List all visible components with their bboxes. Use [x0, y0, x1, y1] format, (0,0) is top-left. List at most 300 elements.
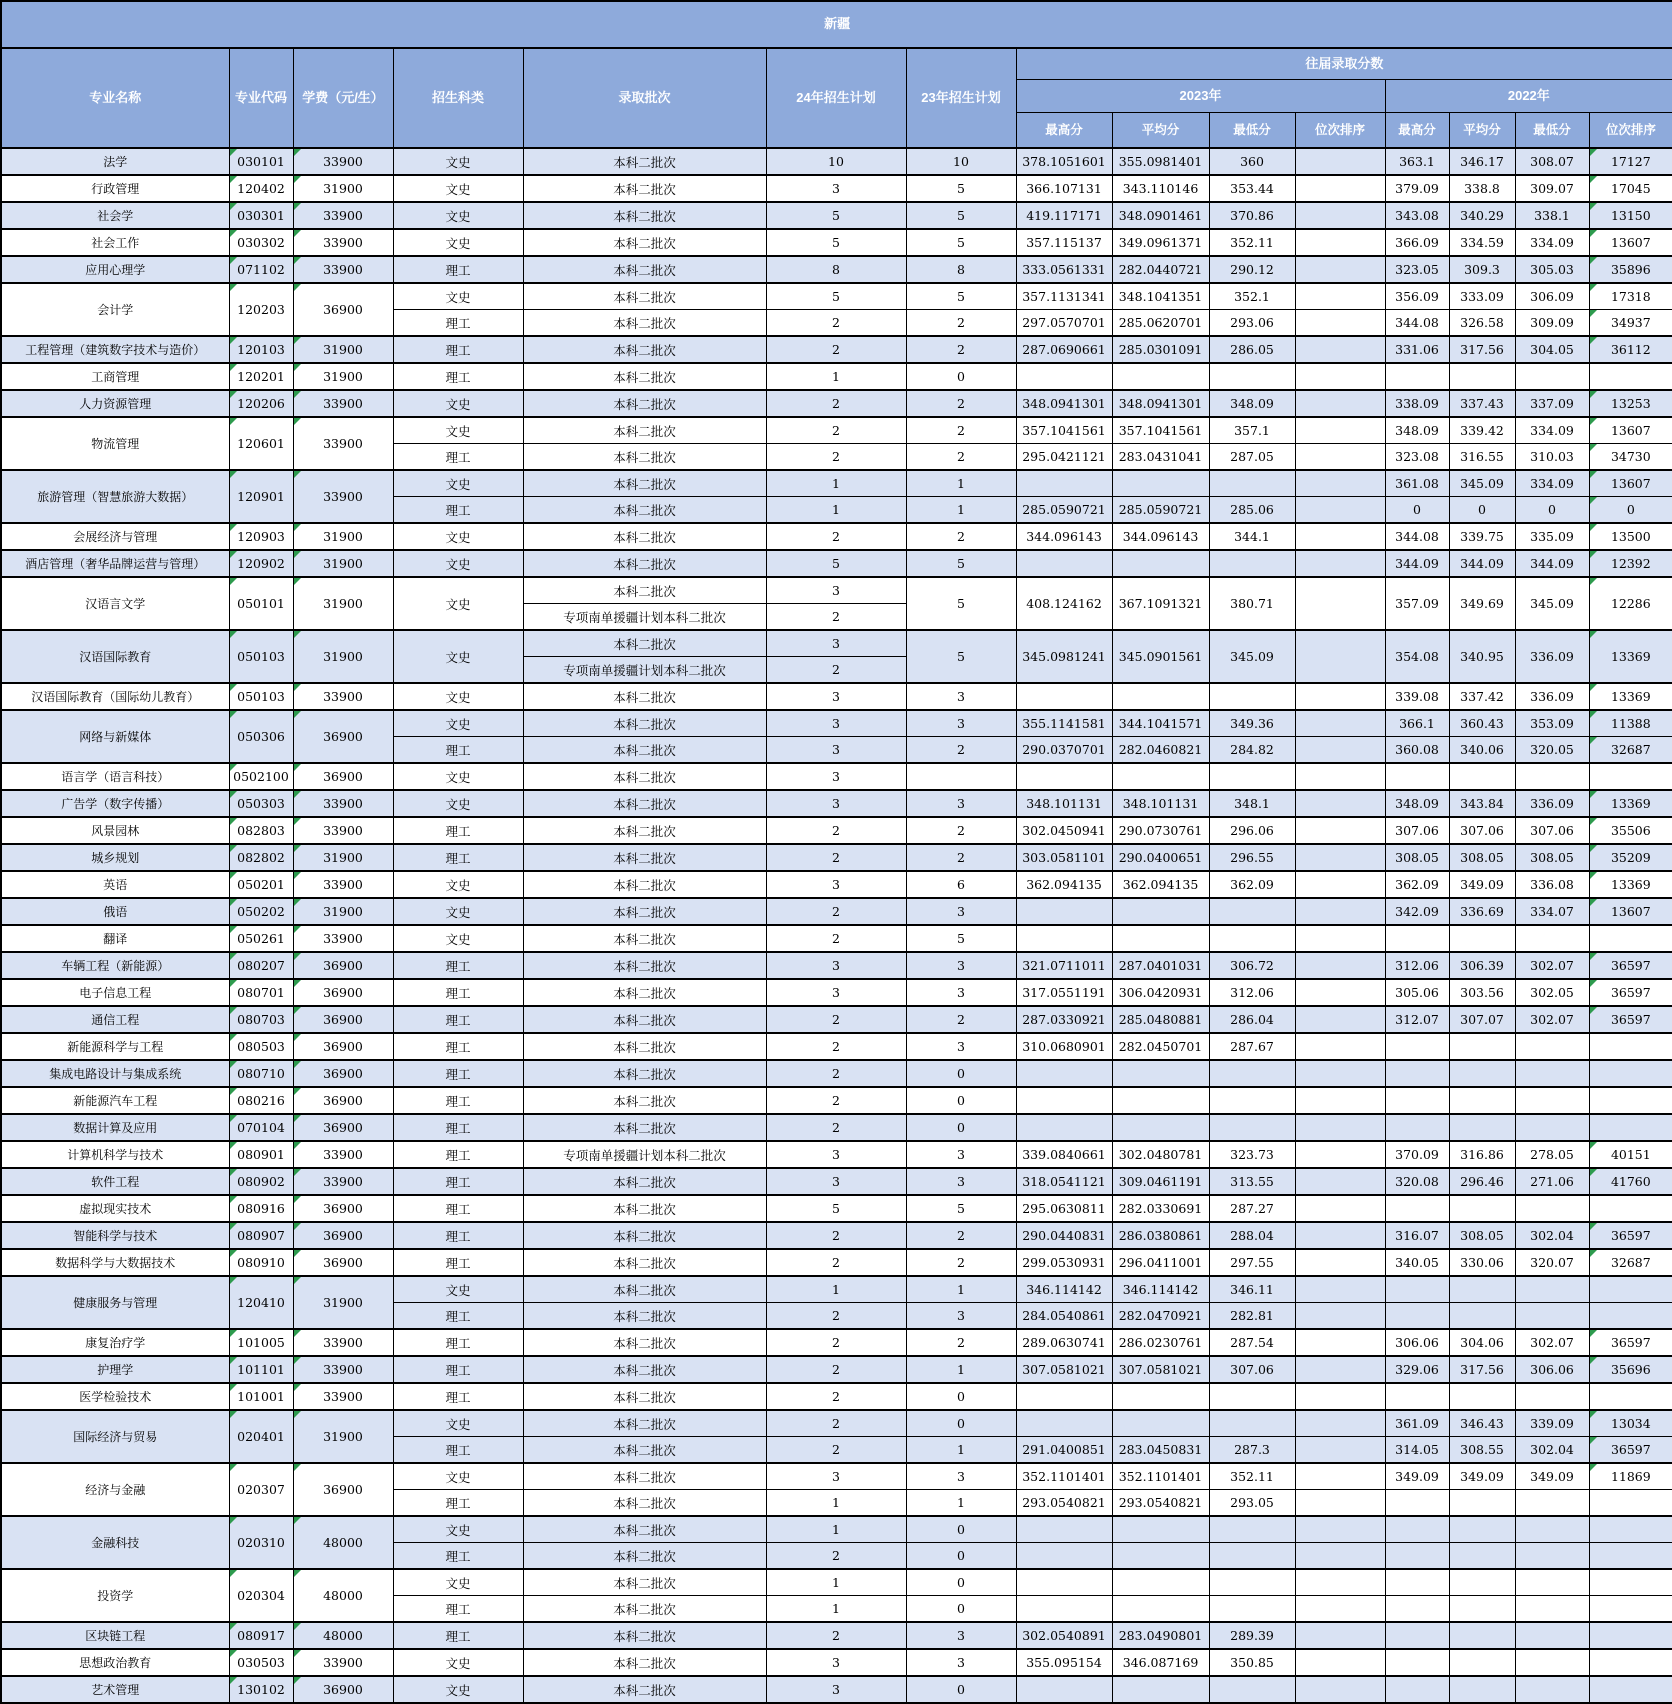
- cell-2022-min: [1515, 1195, 1589, 1222]
- table-row: [1, 790, 1672, 817]
- cell-2022-max: [1385, 1303, 1449, 1330]
- table-row: [1, 1329, 1672, 1356]
- cell-category: 理工: [393, 497, 523, 524]
- cell-2022-min: 306.09: [1515, 283, 1589, 310]
- cell-2023-min: [1209, 470, 1295, 497]
- cell-plan-24: 2: [766, 1060, 906, 1087]
- cell-plan-23: 0: [906, 1410, 1016, 1437]
- cell-category: 文史: [393, 1410, 523, 1437]
- cell-plan-23: 2: [906, 1329, 1016, 1356]
- cell-tuition: 31900: [293, 577, 393, 630]
- cell-2023-min: [1209, 1060, 1295, 1087]
- cell-category: 文史: [393, 710, 523, 737]
- cell-2023-min: 346.11: [1209, 1276, 1295, 1303]
- cell-2022-rank: [1589, 1033, 1672, 1060]
- cell-tuition: 31900: [293, 175, 393, 202]
- cell-2023-rank: [1295, 1516, 1385, 1543]
- cell-plan-24: 2: [766, 390, 906, 417]
- cell-2022-avg: 343.84: [1449, 790, 1515, 817]
- cell-2022-max: 354.08: [1385, 630, 1449, 683]
- cell-batch: 本科二批次: [523, 844, 766, 871]
- cell-2022-max: 357.09: [1385, 577, 1449, 630]
- cell-2022-max: [1385, 1490, 1449, 1517]
- cell-2023-rank: [1295, 1383, 1385, 1410]
- cell-2022-min: 334.09: [1515, 417, 1589, 444]
- cell-batch: 本科二批次: [523, 1168, 766, 1195]
- cell-major-code: 070104: [229, 1114, 293, 1141]
- table-row: [1, 1649, 1672, 1676]
- cell-2023-max: 355.1141581: [1016, 710, 1112, 737]
- cell-2023-max: [1016, 550, 1112, 577]
- table-row: [1, 1006, 1672, 1033]
- cell-2022-avg: 317.56: [1449, 336, 1515, 363]
- table-row: [1, 417, 1672, 444]
- cell-batch: 本科二批次: [523, 1329, 766, 1356]
- table-row: [1, 1033, 1672, 1060]
- cell-major-code: 120902: [229, 550, 293, 577]
- cell-2022-avg: [1449, 1195, 1515, 1222]
- cell-tuition: 33900: [293, 1356, 393, 1383]
- col-header-2022: 2022年: [1385, 80, 1672, 113]
- cell-2023-rank: [1295, 979, 1385, 1006]
- cell-major-code: 080907: [229, 1222, 293, 1249]
- cell-plan-23: 3: [906, 1463, 1016, 1490]
- cell-2022-rank: [1589, 1649, 1672, 1676]
- cell-category: 文史: [393, 1569, 523, 1596]
- cell-2023-rank: [1295, 1303, 1385, 1330]
- cell-plan-24: 3: [766, 1463, 906, 1490]
- cell-batch: 本科二批次: [523, 1033, 766, 1060]
- cell-2022-max: 366.09: [1385, 229, 1449, 256]
- cell-major-name: 工程管理（建筑数字技术与造价）: [1, 336, 229, 363]
- cell-2022-rank: 11869: [1589, 1463, 1672, 1490]
- cell-2023-avg: 352.1101401: [1112, 1463, 1209, 1490]
- cell-major-name: 康复治疗学: [1, 1329, 229, 1356]
- cell-2023-min: 312.06: [1209, 979, 1295, 1006]
- cell-2022-max: 363.1: [1385, 148, 1449, 175]
- cell-plan-23: 3: [906, 898, 1016, 925]
- cell-plan-24: 3: [766, 577, 906, 604]
- cell-tuition: 33900: [293, 470, 393, 523]
- cell-category: 理工: [393, 1033, 523, 1060]
- cell-major-name: 经济与金融: [1, 1463, 229, 1516]
- cell-2023-max: 318.0541121: [1016, 1168, 1112, 1195]
- cell-category: 文史: [393, 390, 523, 417]
- cell-major-name: 计算机科学与技术: [1, 1141, 229, 1168]
- cell-2023-min: 313.55: [1209, 1168, 1295, 1195]
- cell-2022-rank: 35506: [1589, 817, 1672, 844]
- cell-plan-23: 2: [906, 336, 1016, 363]
- cell-plan-24: 2: [766, 1114, 906, 1141]
- cell-major-code: 050101: [229, 577, 293, 630]
- cell-major-name: 俄语: [1, 898, 229, 925]
- cell-2022-avg: 304.06: [1449, 1329, 1515, 1356]
- cell-plan-24: 5: [766, 283, 906, 310]
- cell-2022-min: 0: [1515, 497, 1589, 524]
- cell-category: 理工: [393, 1543, 523, 1570]
- cell-major-code: 082802: [229, 844, 293, 871]
- cell-2022-min: 334.09: [1515, 229, 1589, 256]
- cell-2022-min: [1515, 363, 1589, 390]
- cell-major-name: 投资学: [1, 1569, 229, 1622]
- cell-2022-avg: [1449, 1114, 1515, 1141]
- cell-category: 理工: [393, 1383, 523, 1410]
- cell-2023-min: 352.1: [1209, 283, 1295, 310]
- cell-major-code: 020307: [229, 1463, 293, 1516]
- cell-2023-rank: [1295, 336, 1385, 363]
- cell-plan-23: [906, 763, 1016, 790]
- cell-2022-max: 366.1: [1385, 710, 1449, 737]
- cell-2023-avg: 362.094135: [1112, 871, 1209, 898]
- cell-2023-max: 289.0630741: [1016, 1329, 1112, 1356]
- cell-major-code: 120201: [229, 363, 293, 390]
- cell-plan-24: 2: [766, 417, 906, 444]
- cell-plan-23: 1: [906, 470, 1016, 497]
- cell-2023-rank: [1295, 417, 1385, 444]
- cell-2022-rank: [1589, 1516, 1672, 1543]
- cell-2023-min: 282.81: [1209, 1303, 1295, 1330]
- cell-2023-avg: [1112, 1596, 1209, 1623]
- cell-2022-min: [1515, 1490, 1589, 1517]
- cell-2023-min: 357.1: [1209, 417, 1295, 444]
- cell-2023-rank: [1295, 1543, 1385, 1570]
- cell-plan-24: 3: [766, 1141, 906, 1168]
- cell-2023-min: [1209, 925, 1295, 952]
- cell-2022-rank: 35896: [1589, 256, 1672, 283]
- cell-2022-rank: 40151: [1589, 1141, 1672, 1168]
- cell-2022-max: 360.08: [1385, 737, 1449, 764]
- cell-2023-min: 286.05: [1209, 336, 1295, 363]
- cell-major-name: 人力资源管理: [1, 390, 229, 417]
- cell-2022-min: 336.09: [1515, 630, 1589, 683]
- cell-tuition: 31900: [293, 550, 393, 577]
- cell-plan-24: 3: [766, 1649, 906, 1676]
- cell-2022-max: 344.09: [1385, 550, 1449, 577]
- cell-plan-24: 3: [766, 737, 906, 764]
- cell-2023-avg: 293.0540821: [1112, 1490, 1209, 1517]
- cell-2022-min: 349.09: [1515, 1463, 1589, 1490]
- cell-major-name: 数据计算及应用: [1, 1114, 229, 1141]
- cell-batch: 本科二批次: [523, 175, 766, 202]
- cell-2022-avg: 349.09: [1449, 871, 1515, 898]
- col-header-2022-avg: 平均分: [1449, 113, 1515, 149]
- cell-plan-24: 2: [766, 657, 906, 684]
- col-header-plan23: 23年招生计划: [906, 48, 1016, 148]
- cell-2022-min: 305.03: [1515, 256, 1589, 283]
- table-row: [1, 470, 1672, 497]
- cell-batch: 本科二批次: [523, 229, 766, 256]
- cell-major-code: 030302: [229, 229, 293, 256]
- cell-major-name: 虚拟现实技术: [1, 1195, 229, 1222]
- cell-2023-avg: 349.0961371: [1112, 229, 1209, 256]
- cell-major-name: 数据科学与大数据技术: [1, 1249, 229, 1276]
- cell-plan-24: 10: [766, 148, 906, 175]
- table-row: [1, 1168, 1672, 1195]
- col-header-plan24: 24年招生计划: [766, 48, 906, 148]
- cell-major-code: 080207: [229, 952, 293, 979]
- cell-2022-max: 307.06: [1385, 817, 1449, 844]
- cell-2023-max: [1016, 1060, 1112, 1087]
- col-header-category: 招生科类: [393, 48, 523, 148]
- cell-tuition: 33900: [293, 1383, 393, 1410]
- cell-2022-rank: 34937: [1589, 310, 1672, 337]
- cell-major-name: 新能源科学与工程: [1, 1033, 229, 1060]
- cell-2022-rank: 36597: [1589, 1222, 1672, 1249]
- cell-2022-rank: 13369: [1589, 683, 1672, 710]
- cell-2022-max: 323.08: [1385, 444, 1449, 471]
- cell-major-code: 080216: [229, 1087, 293, 1114]
- cell-plan-23: 0: [906, 1383, 1016, 1410]
- cell-2022-rank: [1589, 1543, 1672, 1570]
- cell-plan-23: 3: [906, 790, 1016, 817]
- cell-plan-24: 3: [766, 790, 906, 817]
- cell-2023-min: 344.1: [1209, 523, 1295, 550]
- cell-2022-max: [1385, 1676, 1449, 1703]
- cell-major-name: 翻译: [1, 925, 229, 952]
- col-header-2023-min: 最低分: [1209, 113, 1295, 149]
- cell-batch: 本科二批次: [523, 817, 766, 844]
- cell-plan-23: 2: [906, 1249, 1016, 1276]
- cell-batch: 本科二批次: [523, 979, 766, 1006]
- cell-2022-min: 334.07: [1515, 898, 1589, 925]
- cell-category: 理工: [393, 1195, 523, 1222]
- table-row: [1, 1276, 1672, 1303]
- cell-plan-24: 3: [766, 683, 906, 710]
- cell-category: 理工: [393, 336, 523, 363]
- cell-major-code: 050103: [229, 683, 293, 710]
- cell-category: 文史: [393, 175, 523, 202]
- cell-plan-24: 2: [766, 1383, 906, 1410]
- cell-2023-avg: 282.0440721: [1112, 256, 1209, 283]
- cell-category: 理工: [393, 1114, 523, 1141]
- cell-batch: 本科二批次: [523, 523, 766, 550]
- cell-category: 理工: [393, 844, 523, 871]
- cell-2022-max: 323.05: [1385, 256, 1449, 283]
- cell-major-name: 思想政治教育: [1, 1649, 229, 1676]
- cell-2023-max: 291.0400851: [1016, 1437, 1112, 1464]
- cell-2023-min: 352.11: [1209, 1463, 1295, 1490]
- cell-plan-24: 3: [766, 710, 906, 737]
- cell-2022-min: 304.05: [1515, 336, 1589, 363]
- cell-2022-rank: [1589, 1276, 1672, 1303]
- cell-plan-24: 2: [766, 1006, 906, 1033]
- table-row: [1, 871, 1672, 898]
- cell-2022-rank: 0: [1589, 497, 1672, 524]
- cell-2023-avg: 285.0301091: [1112, 336, 1209, 363]
- col-header-2023-max: 最高分: [1016, 113, 1112, 149]
- cell-2023-max: [1016, 1516, 1112, 1543]
- cell-2023-min: [1209, 898, 1295, 925]
- cell-2023-min: 345.09: [1209, 630, 1295, 683]
- cell-tuition: 33900: [293, 1141, 393, 1168]
- cell-tuition: 31900: [293, 630, 393, 683]
- cell-tuition: 31900: [293, 336, 393, 363]
- cell-tuition: 33900: [293, 925, 393, 952]
- col-header-2022-min: 最低分: [1515, 113, 1589, 149]
- cell-plan-23: 3: [906, 1141, 1016, 1168]
- cell-2023-min: 350.85: [1209, 1649, 1295, 1676]
- cell-2023-min: [1209, 1516, 1295, 1543]
- cell-2022-max: [1385, 1569, 1449, 1596]
- cell-batch: 本科二批次: [523, 202, 766, 229]
- cell-plan-24: 2: [766, 1356, 906, 1383]
- cell-2023-max: 366.107131: [1016, 175, 1112, 202]
- cell-2022-min: [1515, 1060, 1589, 1087]
- cell-2022-rank: [1589, 1622, 1672, 1649]
- cell-plan-23: 2: [906, 523, 1016, 550]
- cell-2023-rank: [1295, 871, 1385, 898]
- table-row: [1, 1087, 1672, 1114]
- cell-2022-min: 302.07: [1515, 1329, 1589, 1356]
- cell-category: 文史: [393, 229, 523, 256]
- cell-2023-min: 296.06: [1209, 817, 1295, 844]
- cell-2022-rank: 12286: [1589, 577, 1672, 630]
- cell-plan-23: 0: [906, 1114, 1016, 1141]
- cell-tuition: 31900: [293, 523, 393, 550]
- cell-tuition: 33900: [293, 1329, 393, 1356]
- table-row: [1, 148, 1672, 175]
- cell-2023-avg: 309.0461191: [1112, 1168, 1209, 1195]
- cell-batch: 本科二批次: [523, 898, 766, 925]
- cell-category: 理工: [393, 1303, 523, 1330]
- cell-2023-rank: [1295, 1329, 1385, 1356]
- cell-plan-23: 5: [906, 925, 1016, 952]
- cell-2023-avg: 290.0400651: [1112, 844, 1209, 871]
- cell-plan-23: 0: [906, 1087, 1016, 1114]
- cell-2023-rank: [1295, 737, 1385, 764]
- cell-major-name: 通信工程: [1, 1006, 229, 1033]
- cell-2023-rank: [1295, 1114, 1385, 1141]
- cell-category: 文史: [393, 202, 523, 229]
- cell-2022-min: 336.09: [1515, 790, 1589, 817]
- cell-major-code: 050261: [229, 925, 293, 952]
- cell-2023-min: [1209, 1676, 1295, 1703]
- cell-category: 理工: [393, 1060, 523, 1087]
- cell-plan-23: 5: [906, 202, 1016, 229]
- cell-plan-23: 6: [906, 871, 1016, 898]
- cell-2022-rank: [1589, 1087, 1672, 1114]
- cell-2023-min: 287.67: [1209, 1033, 1295, 1060]
- cell-category: 理工: [393, 1596, 523, 1623]
- cell-major-code: 120903: [229, 523, 293, 550]
- table-row: [1, 1114, 1672, 1141]
- cell-batch: 本科二批次: [523, 497, 766, 524]
- cell-2023-min: 287.27: [1209, 1195, 1295, 1222]
- cell-batch: 本科二批次: [523, 444, 766, 471]
- table-row: [1, 1410, 1672, 1437]
- cell-2022-avg: [1449, 1569, 1515, 1596]
- cell-major-code: 080701: [229, 979, 293, 1006]
- cell-2022-avg: 339.42: [1449, 417, 1515, 444]
- cell-2023-avg: 283.0431041: [1112, 444, 1209, 471]
- cell-2022-min: 307.06: [1515, 817, 1589, 844]
- cell-batch: 本科二批次: [523, 1410, 766, 1437]
- cell-2022-max: [1385, 925, 1449, 952]
- col-header-2023-avg: 平均分: [1112, 113, 1209, 149]
- cell-batch: 本科二批次: [523, 1383, 766, 1410]
- cell-major-name: 智能科学与技术: [1, 1222, 229, 1249]
- cell-2022-min: [1515, 1303, 1589, 1330]
- cell-2022-max: 344.08: [1385, 310, 1449, 337]
- cell-2022-min: [1515, 925, 1589, 952]
- table-title: 新疆: [1, 1, 1672, 48]
- col-header-2022-max: 最高分: [1385, 113, 1449, 149]
- cell-2023-max: [1016, 683, 1112, 710]
- cell-2022-avg: 307.07: [1449, 1006, 1515, 1033]
- cell-major-code: 020401: [229, 1410, 293, 1463]
- cell-2022-rank: 13607: [1589, 898, 1672, 925]
- cell-2023-max: 348.0941301: [1016, 390, 1112, 417]
- cell-category: 文史: [393, 470, 523, 497]
- cell-2022-max: 314.05: [1385, 1437, 1449, 1464]
- cell-category: 文史: [393, 683, 523, 710]
- table-row: [1, 763, 1672, 790]
- cell-2023-max: [1016, 1383, 1112, 1410]
- cell-2023-rank: [1295, 925, 1385, 952]
- cell-batch: 本科二批次: [523, 1303, 766, 1330]
- cell-2023-avg: 283.0450831: [1112, 1437, 1209, 1464]
- cell-plan-23: 1: [906, 497, 1016, 524]
- cell-2023-avg: 348.101131: [1112, 790, 1209, 817]
- cell-plan-24: 2: [766, 1222, 906, 1249]
- cell-2023-avg: [1112, 925, 1209, 952]
- cell-2022-rank: 13253: [1589, 390, 1672, 417]
- cell-2022-rank: 12392: [1589, 550, 1672, 577]
- cell-2023-rank: [1295, 844, 1385, 871]
- cell-plan-24: 2: [766, 1437, 906, 1464]
- cell-major-name: 物流管理: [1, 417, 229, 470]
- cell-2022-rank: 36597: [1589, 1006, 1672, 1033]
- cell-2022-min: [1515, 1543, 1589, 1570]
- cell-major-code: 101101: [229, 1356, 293, 1383]
- cell-category: 文史: [393, 871, 523, 898]
- cell-plan-24: 2: [766, 523, 906, 550]
- cell-2023-rank: [1295, 229, 1385, 256]
- cell-tuition: 36900: [293, 1087, 393, 1114]
- cell-2023-min: 287.54: [1209, 1329, 1295, 1356]
- cell-plan-23: 5: [906, 283, 1016, 310]
- table-row: [1, 175, 1672, 202]
- cell-2023-min: [1209, 1114, 1295, 1141]
- cell-2023-min: [1209, 1383, 1295, 1410]
- cell-batch: 本科二批次: [523, 1195, 766, 1222]
- cell-2022-min: 310.03: [1515, 444, 1589, 471]
- cell-2023-max: 295.0630811: [1016, 1195, 1112, 1222]
- cell-major-name: 广告学（数字传播）: [1, 790, 229, 817]
- cell-batch: 本科二批次: [523, 1676, 766, 1703]
- cell-plan-23: 2: [906, 390, 1016, 417]
- cell-2023-min: 380.71: [1209, 577, 1295, 630]
- cell-major-name: 工商管理: [1, 363, 229, 390]
- cell-2023-max: 293.0540821: [1016, 1490, 1112, 1517]
- cell-2022-avg: [1449, 1383, 1515, 1410]
- cell-2022-min: 344.09: [1515, 550, 1589, 577]
- cell-2023-max: 339.0840661: [1016, 1141, 1112, 1168]
- cell-2022-max: 306.06: [1385, 1329, 1449, 1356]
- cell-batch: 本科二批次: [523, 1356, 766, 1383]
- cell-major-name: 应用心理学: [1, 256, 229, 283]
- cell-2022-rank: 11388: [1589, 710, 1672, 737]
- cell-2022-min: 338.1: [1515, 202, 1589, 229]
- cell-category: 文史: [393, 1463, 523, 1490]
- cell-major-code: 120402: [229, 175, 293, 202]
- cell-plan-23: 0: [906, 1543, 1016, 1570]
- cell-plan-24: 2: [766, 1410, 906, 1437]
- cell-2022-avg: 296.46: [1449, 1168, 1515, 1195]
- cell-2022-avg: 337.43: [1449, 390, 1515, 417]
- cell-2022-avg: 317.56: [1449, 1356, 1515, 1383]
- cell-2023-avg: [1112, 550, 1209, 577]
